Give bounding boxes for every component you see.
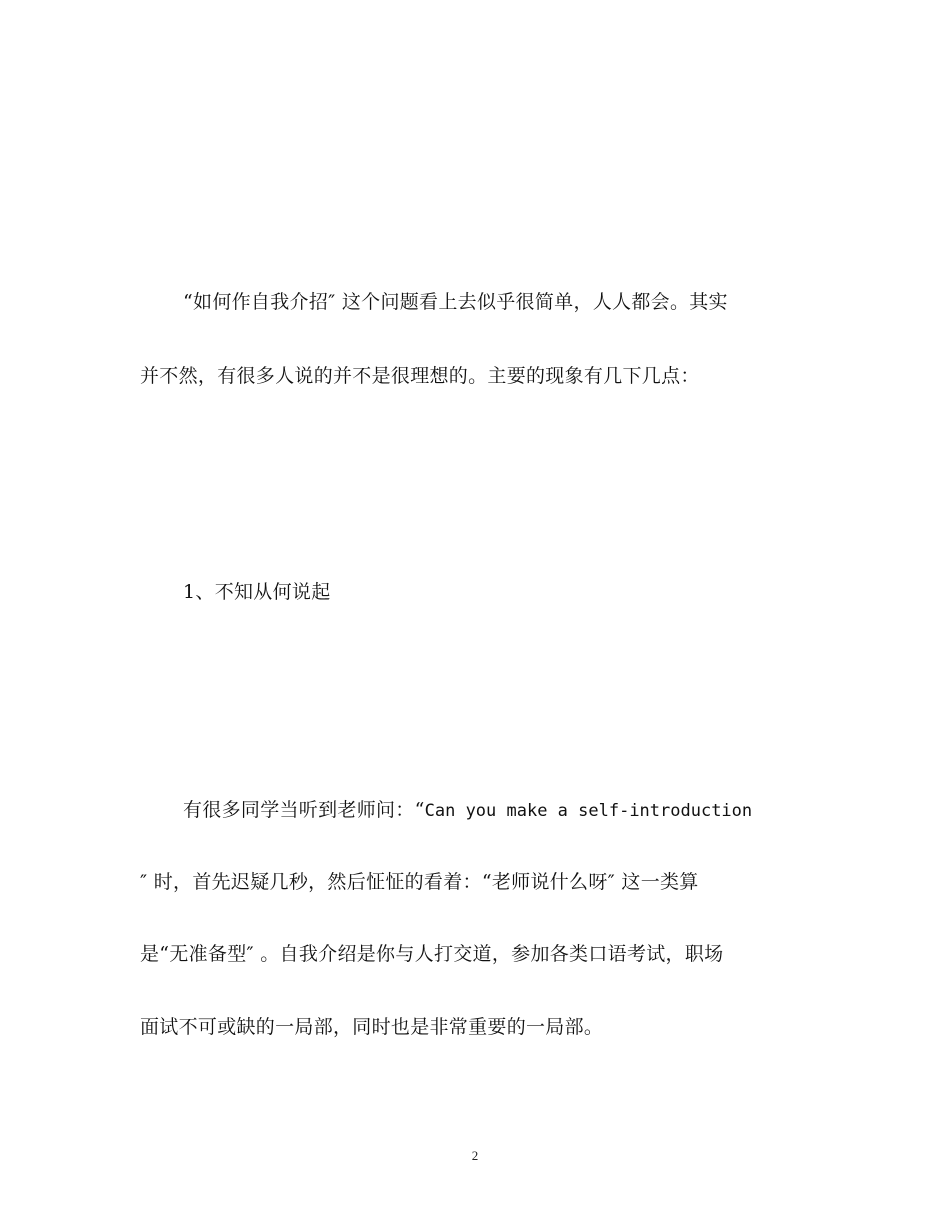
paragraph1-line1: “如何作自我介招″ 这个问题看上去似乎很简单，人人都会。其实: [183, 291, 728, 313]
paragraph2-line3: 是“无准备型″ 。自我介绍是你与人打交道，参加各类口语考试，职场: [140, 943, 724, 965]
paragraph1-line2: 并不然，有很多人说的并不是很理想的。主要的现象有几下几点：: [140, 365, 700, 387]
paragraph2-line1-prefix: 有很多同学当听到老师问：“: [183, 799, 425, 821]
paragraph2-line1-english: Can you make a self-introduction: [424, 801, 753, 821]
paragraph2-line1: [183, 798, 863, 823]
heading-1: 1、不知从何说起: [183, 581, 331, 603]
page-number: 2: [471, 1148, 479, 1163]
paragraph2-line2: ″ 时，首先迟疑几秒，然后怔怔的看着：“老师说什么呀″ 这一类算: [140, 871, 699, 893]
paragraph2-line4: 面试不可或缺的一局部，同时也是非常重要的一局部。: [140, 1016, 604, 1038]
